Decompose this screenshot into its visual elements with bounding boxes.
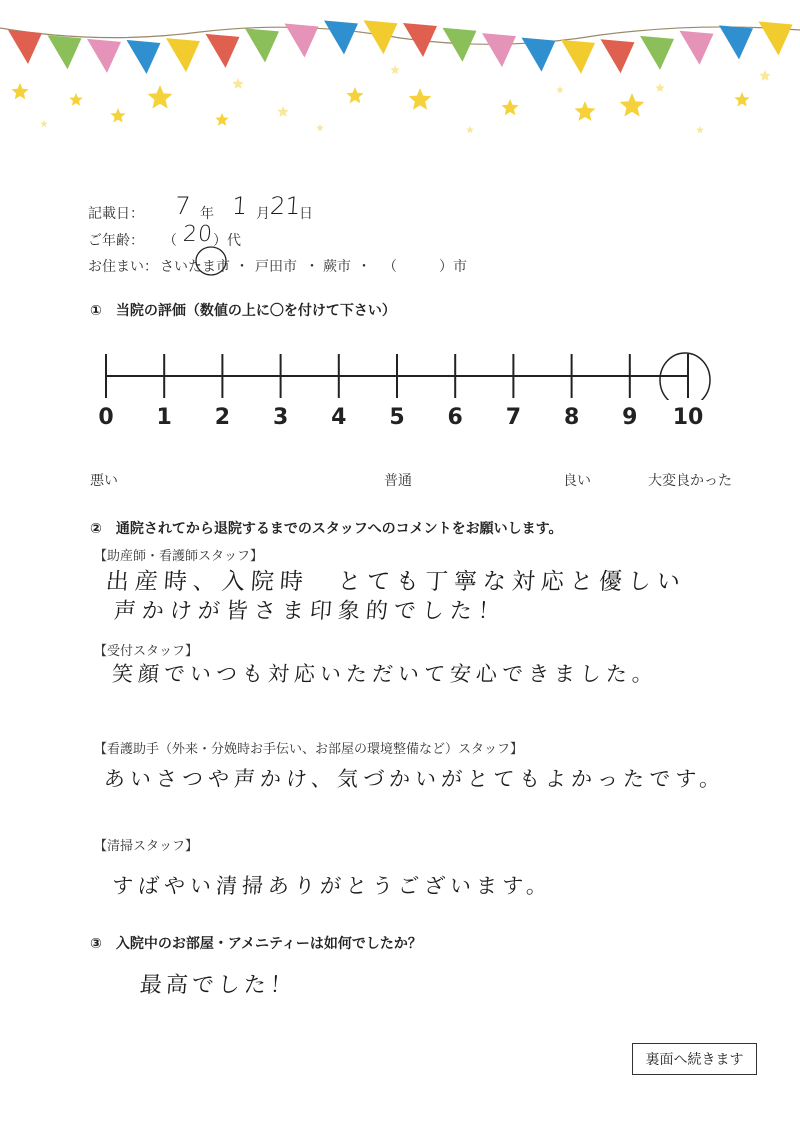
date-day-value: 21	[269, 192, 302, 220]
bunting-flag	[680, 31, 714, 65]
scale-tick-label: 0	[98, 405, 114, 430]
residence-city-toda: 戸田市	[255, 259, 297, 275]
bunting-flag	[127, 40, 161, 74]
star-icon	[110, 108, 125, 123]
star-icon	[215, 113, 228, 126]
bunting-flag	[601, 39, 635, 73]
scale-label-very-good: 大変良かった	[648, 473, 732, 489]
star-icon	[655, 83, 665, 92]
scale-tick-label: 9	[622, 405, 638, 430]
date-row	[88, 203, 144, 223]
date-year-unit: 年	[200, 206, 214, 222]
bunting-flag	[640, 36, 674, 70]
star-icon	[620, 93, 645, 117]
bunting-flag	[285, 23, 319, 57]
star-icon	[277, 106, 288, 117]
reception-comment: 笑顔でいつも対応いただいて安心できました。	[111, 662, 659, 686]
scale-tick-label: 8	[563, 405, 580, 430]
scale-label-normal: 普通	[384, 473, 412, 489]
star-icon	[575, 101, 596, 121]
reception-staff-label: 【受付スタッフ】	[94, 644, 199, 659]
age-close: ）代	[213, 233, 241, 249]
date-label: 記載日：	[88, 206, 144, 222]
bunting-flag	[8, 30, 42, 64]
bunting-flag	[719, 25, 753, 59]
star-icon	[316, 124, 324, 131]
bunting-flag	[482, 33, 516, 67]
section1-heading: ① 当院の評価（数値の上に〇を付けて下さい）	[90, 303, 396, 319]
bunting-flag	[48, 35, 82, 69]
star-icon	[390, 65, 400, 74]
scale-tick-label: 3	[272, 405, 289, 430]
star-icon	[232, 78, 243, 89]
bunting-flag	[87, 39, 121, 73]
residence-sep-1: ・	[235, 259, 249, 275]
bunting-flag	[206, 34, 240, 68]
residence-other-city: （ ）市	[383, 259, 467, 275]
bunting-flag	[561, 40, 595, 74]
star-icon	[40, 120, 48, 127]
star-icon	[346, 87, 363, 103]
bunting-flag	[522, 38, 556, 72]
midwife-comment-line2: 声かけが皆さま印象的でした！	[112, 599, 507, 624]
star-icon	[409, 88, 432, 110]
scale-tick-label: 1	[156, 405, 172, 430]
scale-label-good: 良い	[563, 473, 591, 489]
scale-tick-label: 10	[672, 405, 704, 430]
age-value: 20	[182, 222, 214, 247]
scale-label-bad: 悪い	[90, 473, 118, 489]
residence-city-warabi: 蕨市	[323, 259, 351, 275]
midwife-comment-line1: 出産時、入院時 とても丁寧な対応と優しい	[104, 569, 687, 595]
star-icon	[11, 83, 28, 99]
star-icon	[148, 85, 173, 109]
scale-tick-label: 6	[447, 405, 463, 430]
star-icon	[734, 92, 749, 107]
age-open: （	[163, 233, 177, 249]
bunting-header	[0, 0, 800, 140]
date-year-value: 7	[174, 192, 198, 220]
star-icon	[759, 70, 770, 81]
cleaning-comment: すばやい清掃ありがとうございます。	[111, 874, 554, 898]
midwife-staff-label: 【助産師・看護師スタッフ】	[94, 549, 264, 564]
residence-label: お住まい：	[88, 259, 158, 275]
nurse-assistant-comment: あいさつや声かけ、気づかいがとてもよかったです。	[103, 767, 727, 791]
continue-on-back-text: 裏面へ続きます	[645, 1052, 744, 1068]
scale-tick-label: 5	[389, 405, 405, 430]
star-icon	[69, 93, 82, 106]
star-decorations	[11, 65, 770, 133]
residence-selected-circle	[193, 244, 229, 278]
star-icon	[696, 126, 704, 133]
bunting-flag	[245, 28, 279, 62]
star-icon	[556, 86, 564, 93]
scale-tick-label: 7	[505, 405, 522, 430]
section2-heading: ② 通院されてから退院するまでのスタッフへのコメントをお願いします。	[90, 521, 563, 537]
section3-heading: ③ 入院中のお部屋・アメニティーは如何でしたか？	[90, 936, 422, 952]
star-icon	[501, 99, 518, 115]
scale-tick-label: 4	[331, 405, 347, 430]
scale-tick-label: 2	[214, 405, 231, 430]
cleaning-staff-label: 【清掃スタッフ】	[94, 839, 199, 854]
date-month-value: 1	[231, 192, 255, 220]
residence-sep-3: ・	[357, 259, 371, 275]
rating-scale	[95, 340, 715, 400]
age-label: ご年齢：	[88, 233, 144, 249]
date-month-unit: 月	[256, 206, 270, 222]
continue-on-back-note	[632, 1043, 757, 1075]
star-icon	[466, 126, 474, 133]
date-day-unit: 日	[299, 206, 313, 222]
amenity-comment: 最高でした！	[138, 973, 297, 998]
bunting-flag	[403, 23, 437, 57]
bunting-flag	[324, 20, 358, 54]
residence-sep-2: ・	[305, 259, 319, 275]
bunting-flag	[166, 38, 200, 72]
bunting-flag	[443, 28, 477, 62]
nurse-assistant-staff-label: 【看護助手（外来・分娩時お手伝い、お部屋の環境整備など）スタッフ】	[94, 742, 524, 757]
residence-city-saitama: さいたま市	[160, 259, 230, 275]
bunting-flag	[759, 21, 793, 55]
